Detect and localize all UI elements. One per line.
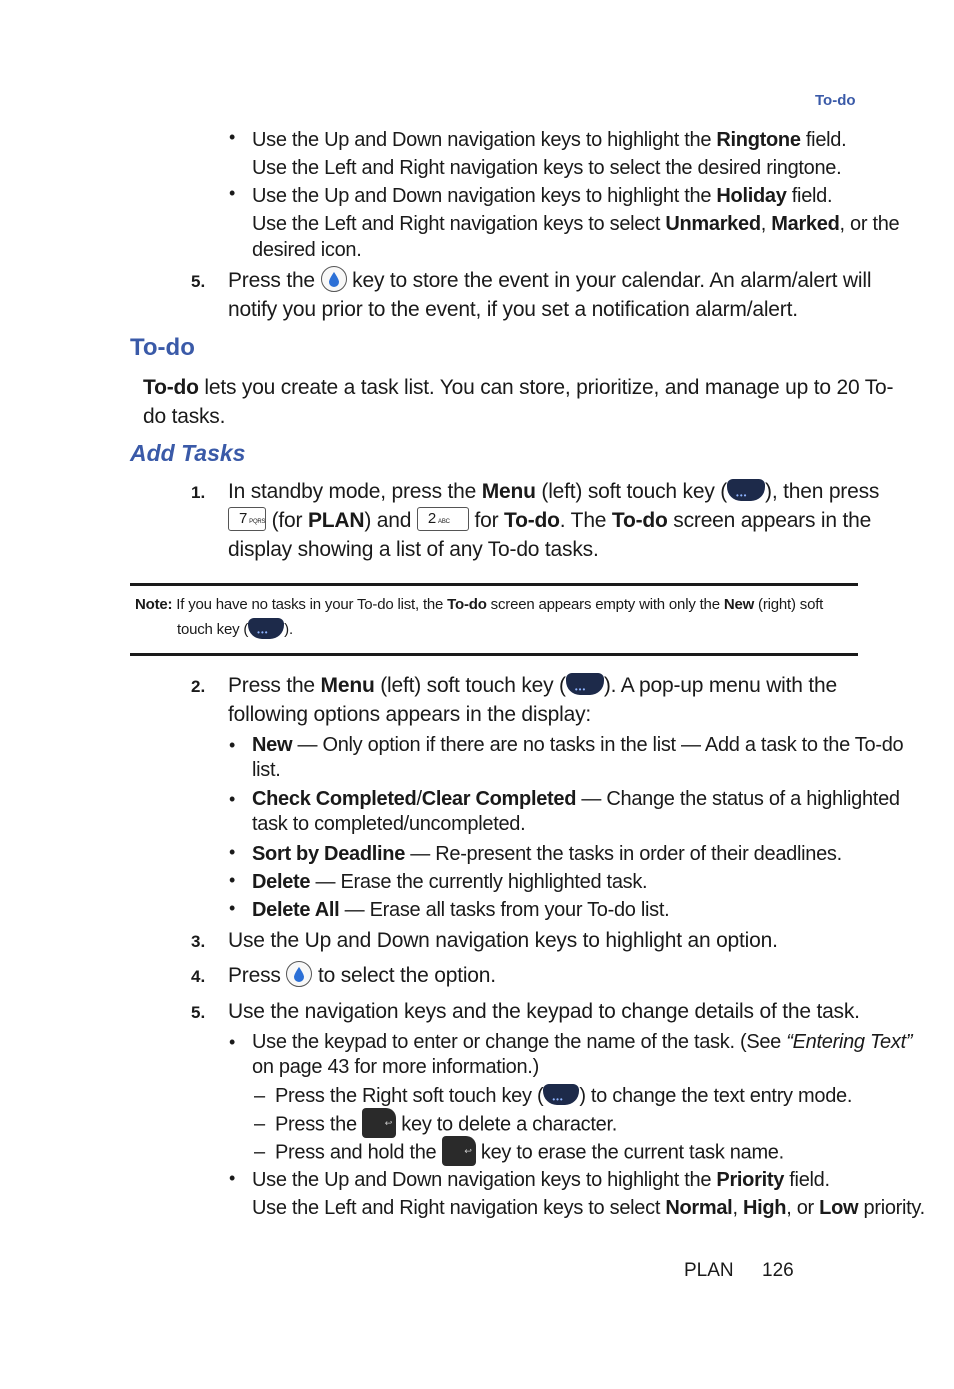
option-new: New — Only option if there are no tasks in the list — Add a task to the To-do list. xyxy=(252,734,904,781)
note: Note: If you have no tasks in your To-do list, the To-do screen appears empty with only the New (right) soft touch key (••• ). xyxy=(135,592,823,642)
step-number: 5. xyxy=(191,272,206,291)
dash: – xyxy=(254,1141,265,1163)
note-top-rule xyxy=(130,583,858,586)
left-soft-key-icon xyxy=(727,479,765,501)
bullet-dot: • xyxy=(229,898,236,918)
dash: – xyxy=(254,1085,265,1107)
holiday-bullet-detail: Use the Left and Right navigation keys to select Unmarked, Marked, or the desired icon. xyxy=(252,213,900,261)
ringtone-bullet: Use the Up and Down navigation keys to highlight the Ringtone field. Use the Left and Right navigation keys to select the desired ringtone. xyxy=(252,129,847,179)
option-delete-all: Delete All — Erase all tasks from your To-do list. xyxy=(252,899,670,921)
step-number: 3. xyxy=(191,932,206,951)
ok-key-icon xyxy=(321,266,347,292)
dash-item-delete-char: Press the ↩ key to delete a character. xyxy=(275,1110,617,1140)
clear-key-icon xyxy=(442,1136,476,1166)
right-soft-key-icon xyxy=(248,618,284,639)
step-text: Press to select the option. xyxy=(228,961,496,990)
step-number: 2. xyxy=(191,677,206,696)
bullet-dot: • xyxy=(229,735,236,755)
note-bottom-rule xyxy=(130,653,858,656)
bullet-dot: • xyxy=(229,127,236,147)
subsection-heading: Add Tasks xyxy=(130,440,246,466)
bullet-dot: • xyxy=(229,1168,236,1188)
step-text: Press the key to store the event in your calendar. An alarm/alert will notify you prior to the event, if you set a notification alarm/alert. xyxy=(228,266,871,324)
clear-key-icon xyxy=(362,1108,396,1138)
step-number: 4. xyxy=(191,967,206,986)
footer-section: PLAN xyxy=(684,1260,734,1281)
page-number: 126 xyxy=(762,1260,794,1281)
step-text: Use the Up and Down navigation keys to highlight an option. xyxy=(228,929,778,952)
step-text: In standby mode, press the Menu (left) soft touch key (••• ), then press 7 PQRS (for PLAN) and 2 ABC for To-do. The To-do screen appears in the display showing a list of any To-do tasks. xyxy=(228,477,879,564)
bullet-dot: • xyxy=(229,1032,236,1052)
step-text: Use the navigation keys and the keypad to change details of the task. xyxy=(228,1000,860,1023)
step-number: 1. xyxy=(191,483,206,502)
running-header: To-do xyxy=(815,92,856,109)
ok-key-icon xyxy=(286,961,312,987)
step-number: 5. xyxy=(191,1003,206,1022)
priority-bullet: Use the Up and Down navigation keys to highlight the Priority field. Use the Left and Right navigation keys to select Normal, High, or Low priority. xyxy=(252,1169,925,1219)
key-2-icon: 2 ABC xyxy=(417,507,469,531)
dash-item-erase-name: Press and hold the ↩ key to erase the current task name. xyxy=(275,1138,784,1168)
option-check-completed: Check Completed/Clear Completed — Change the status of a highlighted task to completed/uncompleted. xyxy=(252,788,900,835)
left-soft-key-icon xyxy=(566,673,604,695)
step-text: Press the Menu (left) soft touch key (••• ). A pop-up menu with the following options appears in the display: xyxy=(228,671,837,729)
option-delete: Delete — Erase the currently highlighted task. xyxy=(252,871,648,893)
keypad-bullet: Use the keypad to enter or change the name of the task. (See “Entering Text” on page 43 for more information.) xyxy=(252,1031,913,1078)
bullet-dot: • xyxy=(229,842,236,862)
key-7-icon: 7 PQRS xyxy=(228,507,266,531)
bullet-dot: • xyxy=(229,870,236,890)
bullet-dot: • xyxy=(229,183,236,203)
bullet-dot: • xyxy=(229,789,236,809)
section-heading: To-do xyxy=(130,334,195,361)
dash: – xyxy=(254,1113,265,1135)
option-sort-by-deadline: Sort by Deadline — Re-present the tasks in order of their deadlines. xyxy=(252,843,842,865)
dash-item-text-mode: Press the Right soft touch key (••• ) to change the text entry mode. xyxy=(275,1082,852,1110)
section-intro: To-do lets you create a task list. You can store, prioritize, and manage up to 20 To- do tasks. xyxy=(143,376,894,428)
right-soft-key-icon xyxy=(543,1084,579,1105)
holiday-bullet: Use the Up and Down navigation keys to highlight the Holiday field. xyxy=(252,185,833,207)
